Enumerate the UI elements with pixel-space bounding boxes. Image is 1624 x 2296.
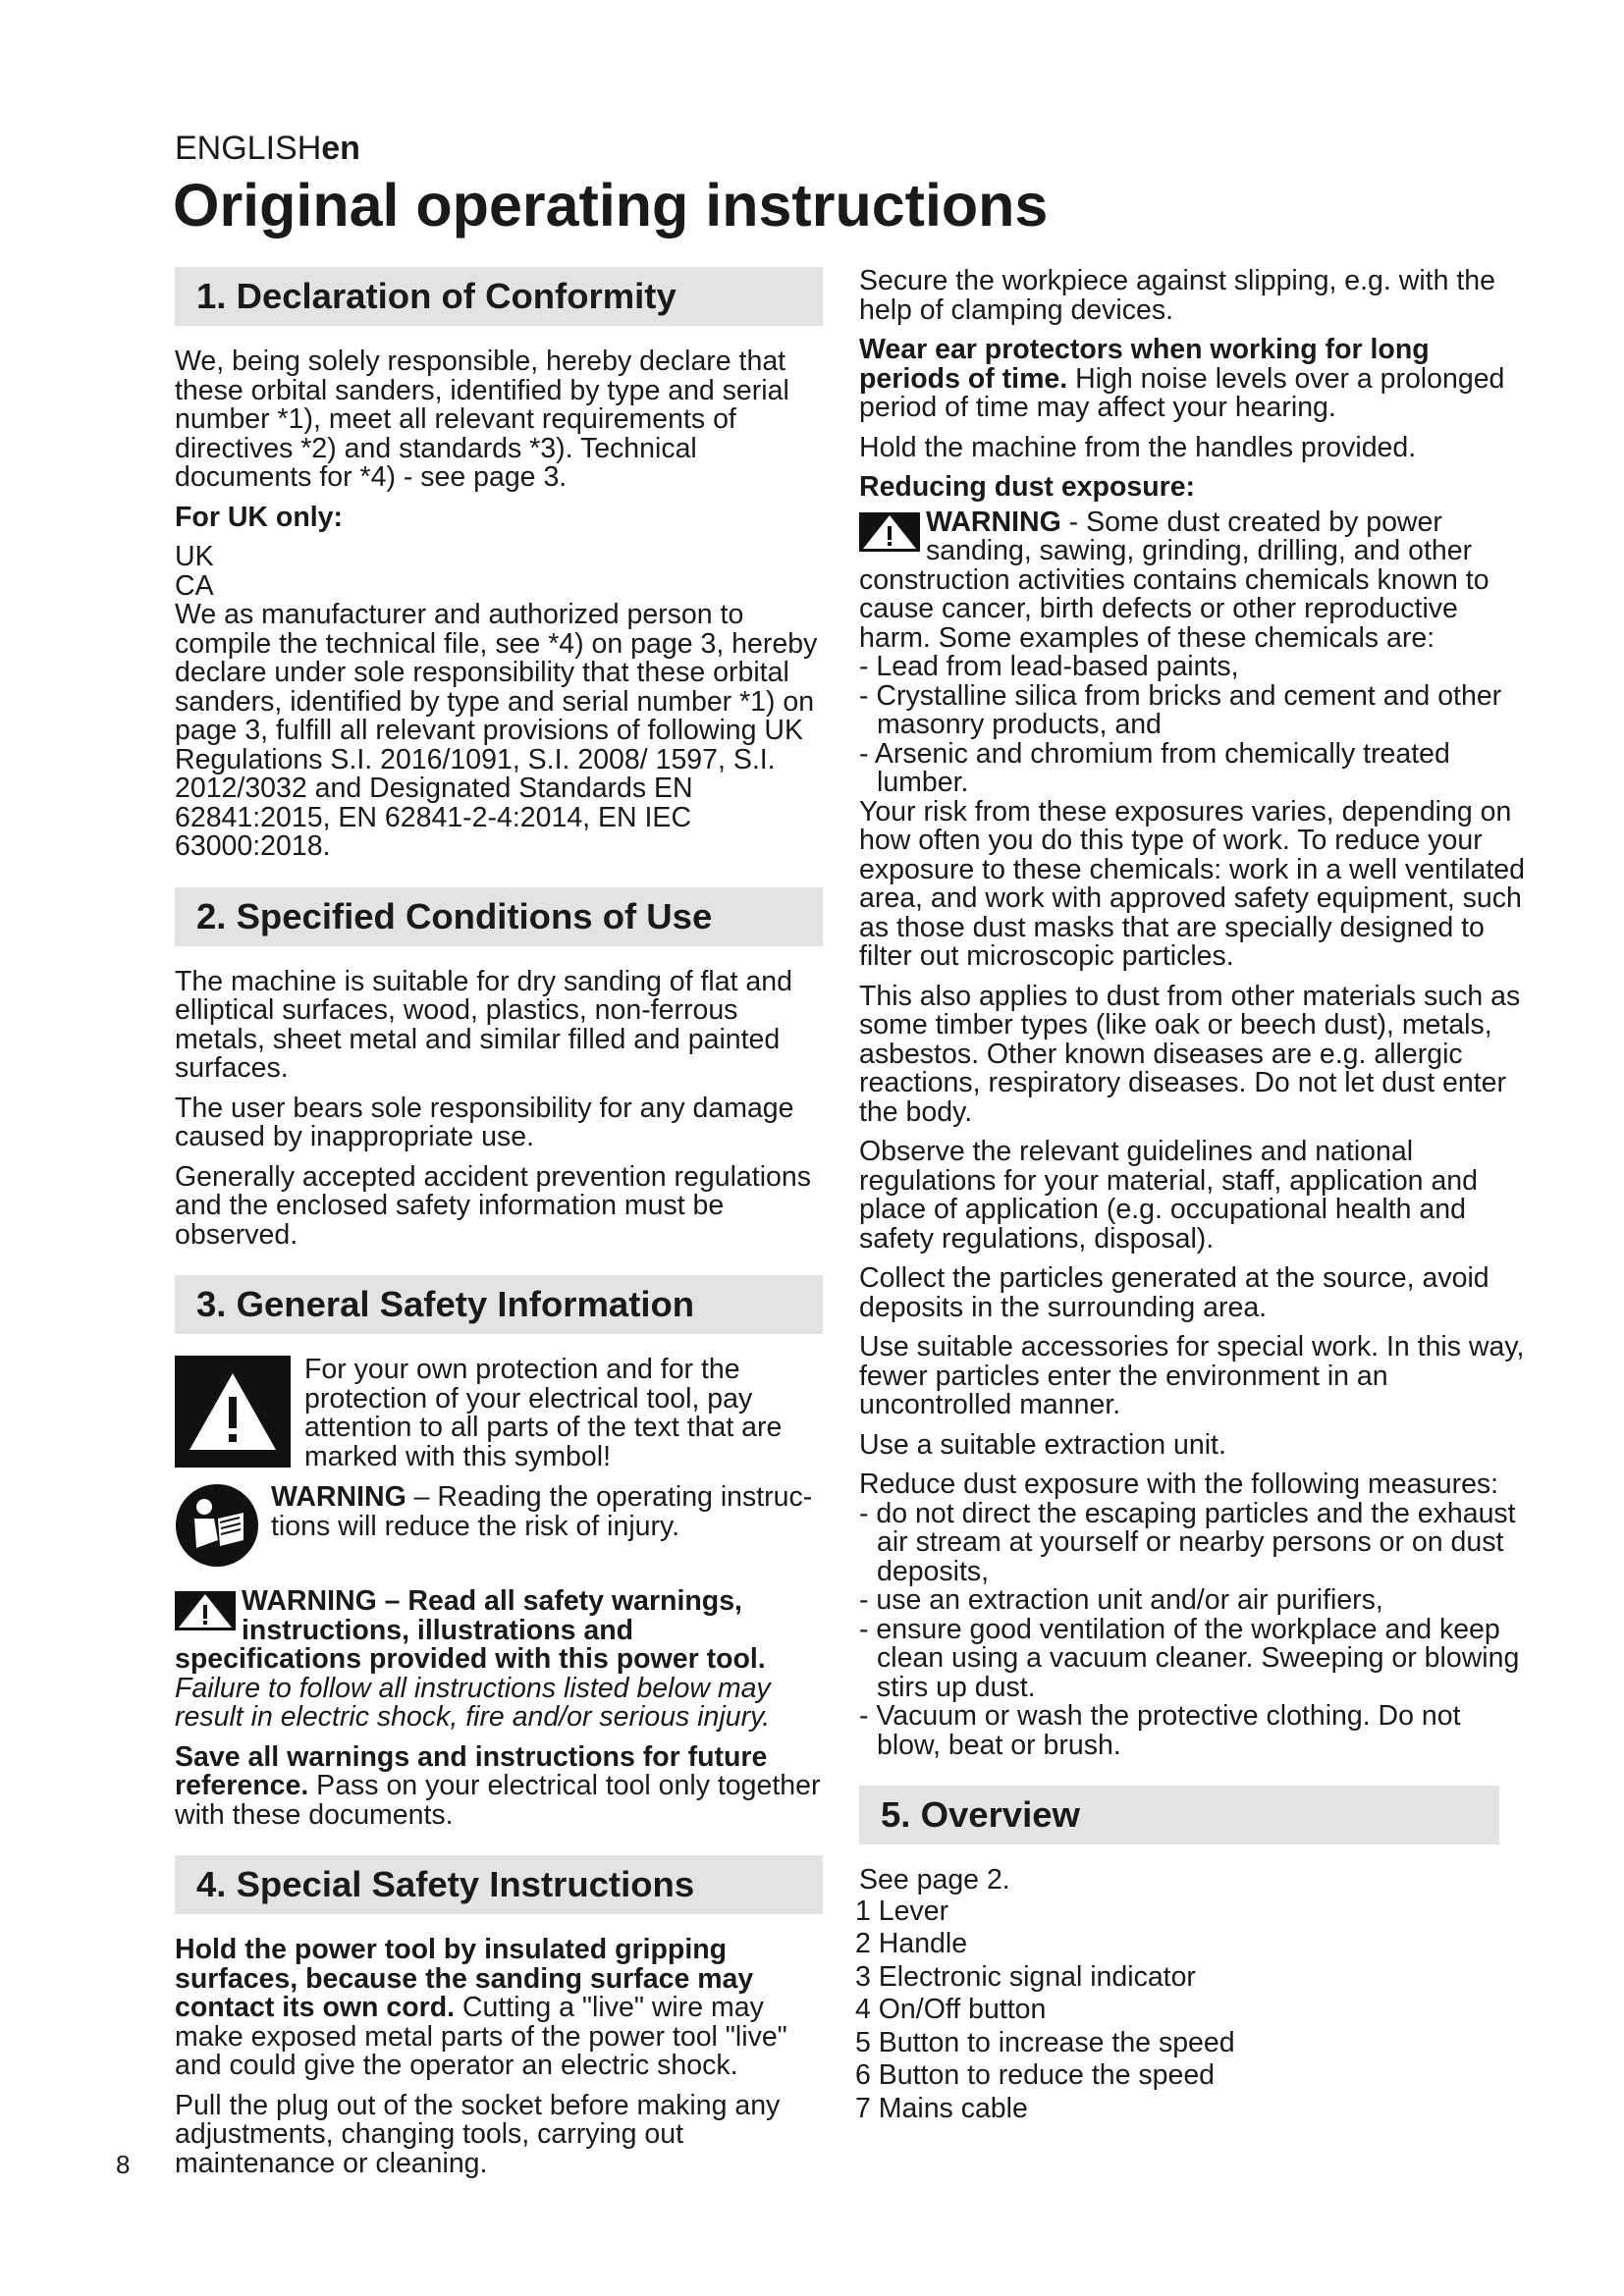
list-item: 7 Mains cable (855, 2092, 1028, 2124)
measures-list (859, 1497, 1527, 1761)
safety-warning-text: WARNING – Read all safety warnings, instructions, illustrations and specifications provided with this power tool. (175, 1585, 766, 1675)
right-column (855, 265, 1527, 2125)
left-column: 1. Declaration of Conformity We, being solely responsible, hereby declare that these orbital sanders, identified by type and serial number *1), meet all relevant requirements of directives *2) and standards *3). Technical documents for *4) - see page 3. For UK only: UK CA We as manufacturer and authorized person to compile the technical file, see *4) on page 3, hereby declare under sole responsibility that these orbital sanders, identified by type and serial number *1) on page 3, fulfill all relevant provisions of following UK Regulations S.I. 2016/1091, S.I. 2008/ 1597, S.I. 2012/3032 and Designated Standards EN 62841:2015, EN 62841-2-4:2014, EN IEC 63000:2018. 2. Specified Conditions of Use The machine is suitable for dry sanding of flat and elliptical surfaces, wood, plastics, non-ferrous metals, sheet metal and similar filled and painted surfaces. The user bears sole responsibility for any damage caused by inappropriate use. Generally accepted accident prevention regulations and the enclosed safety information must be observed. 3. General Safety Information For your own protection and for the protection of your electrical tool, pay attention to all parts of the text that are marked with this symbol! WARNING – Reading the operating instruc- tions will reduce the risk of injury. WARNING – Read all safety warnings, instructions, illustrations and specifications provided with this power tool. Failure to follow all instructions listed below may result in electric shock, fire and/or serious injury. Save all warnings and instructions for future reference. Pass on your electrical tool only together with these documents. 4. Special Safety Instructions Hold the power tool by insulated gripping surfaces, because the sanding surface may contact its own cord. Cutting a "live" wire may make exposed metal parts of the power tool "live" and could give the operator an electric shock. Pull the plug out of the socket before making any adjustments, changing tools, carrying out maintenance or cleaning. (175, 267, 823, 2189)
list-item: - Vacuum or wash the protective clothing. Do not blow, beat or brush. (859, 1700, 1461, 1761)
other-dust-text: This also applies to dust from other materials such as some timber types (like oak or beech dust), metals, asbestos. Other known diseases are e.g. allergic reactions, respiratory diseases. Do not let dust enter the body. (859, 980, 1521, 1128)
handles-text: Hold the machine from the handles provided. (859, 431, 1417, 463)
dust-warning: WARNING - Some dust created by power sanding, sawing, grinding, drilling, and other construction activities contains chemicals known to cause cancer, birth defects or other reproductive harm. Some examples of these chemicals are: (859, 506, 1489, 654)
symbol-notice-text: For your own protection and for the protection of your electrical tool, pay attention to all parts of the text that are marked with this symbol! (304, 1354, 783, 1472)
list-item: 1 Lever (855, 1895, 949, 1927)
use-text-1: The machine is suitable for dry sanding of flat and elliptical surfaces, wood, plastics, non-ferrous metals, sheet metal and similar filled and painted surfaces. (175, 965, 792, 1084)
secure-workpiece-text: Secure the workpiece against slipping, e.g. with the help of clamping devices. (859, 265, 1495, 326)
reduce-dust-heading: Reduce dust exposure with the following measures: (859, 1468, 1499, 1500)
regulations-text: Observe the relevant guidelines and national regulations for your material, staff, application and place of application (e.g. occupational health and safety regulations, disposal). (859, 1136, 1478, 1255)
section-1-heading: 1. Declaration of Conformity (175, 267, 823, 326)
grip-instruction: Hold the power tool by insulated gripping surfaces, because the sanding surface may contact its own cord. Cutting a "live" wire may make exposed metal parts of the power tool "live" and could give the operator an electric shock. (175, 1934, 787, 2081)
list-item: - Lead from lead-based paints, (859, 651, 1239, 682)
read-warning-text: – Reading the operating instruc- tions will reduce the risk of injury. (271, 1481, 813, 1542)
list-item: 3 Electronic signal indicator (855, 1960, 1196, 1993)
read-warning-label: WARNING (271, 1481, 406, 1513)
use-text-3: Generally accepted accident prevention regulations and the enclosed safety information must be observed. (175, 1160, 811, 1251)
accessories-text: Use suitable accessories for special work. In this way, fewer particles enter the environment in an uncontrolled manner. (859, 1331, 1525, 1420)
uk-only-heading: For UK only: (175, 501, 343, 533)
risk-text: Your risk from these exposures varies, depending on how often you do this type of work. To reduce your exposure to these chemicals: work in a well ventilated area, and work with approved safety equipment, such as those dust masks that are specially designed to filter out microscopic particles. (859, 795, 1526, 972)
list-item: - do not direct the escaping particles and the exhaust air stream at yourself or nearby persons or on dust deposits, (859, 1497, 1516, 1587)
language-label: ENGLISHen (175, 130, 360, 167)
collect-text: Collect the particles generated at the source, avoid deposits in the surrounding area. (859, 1262, 1489, 1323)
section-5-heading: 5. Overview (859, 1786, 1499, 1844)
warning-triangle-icon (859, 512, 920, 552)
symbol-notice (175, 1356, 823, 1471)
dust-exposure-heading: Reducing dust exposure: (859, 471, 1196, 503)
warning-triangle-icon (175, 1591, 236, 1630)
list-item: - ensure good ventilation of the workplace and keep clean using a vacuum cleaner. Sweeping or blowing stirs up dust. (859, 1613, 1520, 1703)
ear-protection-text: Wear ear protectors when working for long periods of time. High noise levels over a prolonged period of time may affect your hearing. (859, 334, 1505, 423)
failure-text: Failure to follow all instructions listed below may result in electric shock, fire and/or serious injury. (175, 1672, 771, 1733)
declaration-text: We, being solely responsible, hereby declare that these orbital sanders, identified by type and serial number *1), meet all relevant requirements of directives *2) and standards *3). Technical documents for *4) - see page 3. (175, 346, 789, 493)
section-4-heading: 4. Special Safety Instructions (175, 1855, 823, 1914)
read-manual-warning (175, 1483, 823, 1568)
page-title: Original operating instructions (173, 172, 1049, 239)
unplug-instruction: Pull the plug out of the socket before making any adjustments, changing tools, carrying out maintenance or cleaning. (175, 2089, 781, 2179)
use-text-2: The user bears sole responsibility for any damage caused by inappropriate use. (175, 1092, 794, 1152)
list-item: - use an extraction unit and/or air purifiers, (859, 1584, 1383, 1616)
overview-list (855, 1895, 1527, 2126)
read-manual-icon (175, 1483, 259, 1568)
uk-declaration-text: We as manufacturer and authorized person to compile the technical file, see *4) on page 3, hereby declare under sole responsibility that these orbital sanders, identified by type and serial number *1) on page 3, fulfill all relevant provisions of following UK Regulations S.I. 2016/1091, S.I. 2008/ 1597, S.I. 2012/3032 and Designated Standards EN 62841:2015, EN 62841-2-4:2014, EN IEC 63000:2018. (175, 599, 818, 862)
list-item: 6 Button to reduce the speed (855, 2059, 1216, 2091)
list-item: - Arsenic and chromium from chemically treated lumber. (859, 737, 1450, 798)
section-3-heading: 3. General Safety Information (175, 1275, 823, 1334)
safety-warning (175, 1587, 823, 1675)
section-2-heading: 2. Specified Conditions of Use (175, 887, 823, 946)
list-item: 5 Button to increase the speed (855, 2026, 1235, 2058)
list-item: 2 Handle (855, 1928, 968, 1959)
warning-triangle-icon (175, 1356, 291, 1468)
page-number: 8 (116, 2150, 131, 2179)
extraction-text: Use a suitable extraction unit. (859, 1428, 1226, 1461)
list-item: 4 On/Off button (855, 1994, 1047, 2025)
save-instructions: Save all warnings and instructions for future reference. Pass on your electrical tool only together with these documents. (175, 1740, 821, 1831)
chemical-list (859, 653, 1527, 798)
list-item: - Crystalline silica from bricks and cement and other masonry products, and (859, 679, 1502, 740)
see-page-text: See page 2. (859, 1864, 1010, 1896)
